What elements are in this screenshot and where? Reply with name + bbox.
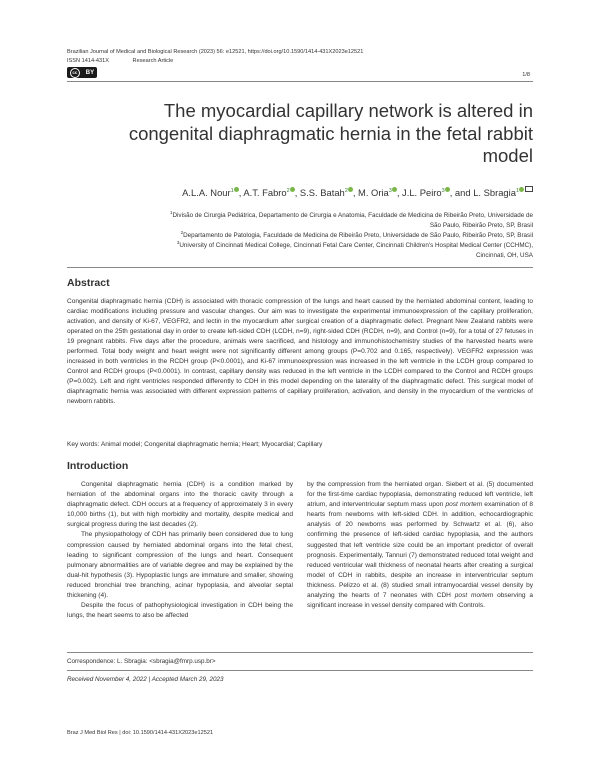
paragraph: Congenital diaphragmatic hernia (CDH) is a condition marked by herniation of the abdominal organs into the thoracic cavity through a diaphragmatic defect. CDH occurs at a frequency of approximately 3 in every 10,000 births (1), but with high morbidity and mortality, despite medical and surgical progress during the last decades (2). <box>67 481 293 529</box>
orcid-icon[interactable] <box>519 187 524 192</box>
keywords: Key words: Animal model; Congenital diaphragmatic hernia; Heart; Myocardial; Capillary <box>67 441 323 448</box>
orcid-icon[interactable] <box>290 187 295 192</box>
author-name: L. Sbragia <box>473 187 516 198</box>
footnote-divider <box>67 670 533 671</box>
author-list: A.L.A. Nour$^1$ , A.T. Fabro$^2$ , S.S. Batah$^2$ , M. Oria$^3$ , J.L. Peiro$^3$ , and L. Sbragia$^1$ <box>67 186 533 198</box>
author-name: S.S. Batah <box>299 187 345 198</box>
orcid-icon[interactable] <box>392 187 397 192</box>
author-name: M. Oria <box>358 187 389 198</box>
abstract-text: Congenital diaphragmatic hernia (CDH) is associated with thoracic compression of the lungs and heart caused by the herniated abdominal content, leading to cardiac modifications including pressure and vascular changes. Our aim was to investigate the experimental immunoexpression of the capillary proliferation, activation, and density of Ki-67, VEGFR2, and lectin in the myocardium after surgical creation of a diaphragmatic defect. Pregnant New Zealand rabbits were operated on the 25th gestational day in order to create left-sided CDH (LCDH, n=9), right-sided CDH (RCDH, n=9), and Control (n=9), for a total of 27 fetuses in 19 pregnant rabbits. Five days after the procedure, animals were sacrificed, and histology and immunohistochemistry studies of the harvested hearts were performed. Total body weight and heart weight were not significantly different among groups (P=0.702 and 0.165, respectively). VEGFR2 expression was increased in both ventricles in the RCDH group (P<0.0001), and Ki-67 immunoexpression was increased in the left ventricle in the LCDH group compared to Control and RCDH groups (P<0.0001). In contrast, capillary density was reduced in the left ventricle in the LCDH compared to the Control and RCDH groups (P=0.002). Left and right ventricles responded differently to CDH in this model depending on the laterality of the diaphragmatic defect. This surgical model of diaphragmatic hernia was associated with different expression patterns of capillary proliferation, activation, and density in the myocardium of the ventricles of newborn rabbits. <box>67 298 533 405</box>
paragraph: Despite the focus of pathophysiological investigation in CDH being the lungs, the heart seems to also be affected <box>67 602 293 620</box>
footnote-divider <box>67 652 533 653</box>
affiliation-1: $^1$Divisão de Cirurgia Pediátrica, Departamento de Cirurgia e Anatomia, Faculdade de Medicina de Ribeirão Preto, Universidade de São Paulo, Ribeirão Preto, SP, Brasil <box>169 210 533 229</box>
cc-logo-icon: cc <box>70 68 80 78</box>
page-number: 1/8 <box>522 72 530 78</box>
affiliation-3: $^3$University of Cincinnati Medical College, Cincinnati Fetal Care Center, Cincinnati Children's Hospital Medical Center (CCHMC), Cincinnati, OH, USA <box>176 240 533 259</box>
intro-right-column <box>307 480 533 611</box>
author-name: A.L.A. Nour <box>182 187 231 198</box>
introduction-heading: Introduction <box>67 460 129 472</box>
affiliation-2: $^2$Departamento de Patologia, Faculdade de Medicina de Ribeirão Preto, Universidade de São Paulo, Ribeirão Preto, SP, Brasil <box>180 230 533 240</box>
cc-license-icon[interactable] <box>67 67 97 78</box>
received-accepted-dates: Received November 4, 2022 | Accepted March 29, 2023 <box>67 676 224 683</box>
article-type: Research Article <box>132 58 174 64</box>
email-icon[interactable] <box>525 186 533 192</box>
orcid-icon[interactable] <box>234 187 239 192</box>
issn-line <box>67 58 173 65</box>
abstract-heading: Abstract <box>67 277 110 289</box>
header-divider <box>67 81 533 82</box>
issn: ISSN 1414-431X <box>67 58 109 64</box>
section-divider <box>67 267 533 268</box>
intro-left-column <box>67 480 293 621</box>
author-name: A.T. Fabro <box>243 187 287 198</box>
correspondence: Correspondence: L. Sbragia: <sbragia@fmrp.usp.br> <box>67 658 216 665</box>
orcid-icon[interactable] <box>348 187 353 192</box>
journal-citation: Brazilian Journal of Medical and Biological Research (2023) 56: e12521, https://doi.org/10.1590/1414-431X2023e12521 <box>67 49 364 55</box>
orcid-icon[interactable] <box>445 187 450 192</box>
article-title: The myocardial capillary network is altered in congenital diaphragmatic hernia in the fetal rabbit model <box>128 100 533 166</box>
author-name: J.L. Peiro <box>402 187 442 198</box>
paragraph: The physiopathology of CDH has primarily been considered due to lung compression caused by herniated abdominal organs into the fetal chest, leading to significant compression of the lungs and heart. Consequent pulmonary abnormalities are of variable degree and may be explained by the dual-hit hypothesis (3). Hypoplastic lungs are immature and smaller, showing reduced bronchial tree branching, acinar hypoplasia, and alveolar septal thickening (4). <box>67 531 293 600</box>
license-label: BY <box>85 69 95 76</box>
page-footer: Braz J Med Biol Res | doi: 10.1590/1414-431X2023e12521 <box>67 730 214 736</box>
paragraph: by the compression from the herniated organ. Siebert et al. (5) documented for the first-time cardiac hypoplasia, demonstrating reduced left ventricle, left atrium, and interventricular septum mass upon post mortem examination of 8 hearts from newborns with left-sided CDH. In addition, echocardiographic analysis of 20 newborns was performed by Schwartz et al. (6), also confirming the presence of left-sided cardiac hypoplasia, and the authors suggested that left ventricle size could be an important predictor of overall prognosis. Experimentally, Tannuri (7) demonstrated reduced total weight and reduced ventricular wall thickness of neonatal hearts after creating a surgical model of CDH in rabbits, despite an increase in interventricular septum thickness. Pelizzo et al. (8) studied small intramyocardial vessel density by analyzing the hearts of 7 neonates with CDH post mortem observing a significant increase in vessel density compared with Controls. <box>307 481 533 610</box>
